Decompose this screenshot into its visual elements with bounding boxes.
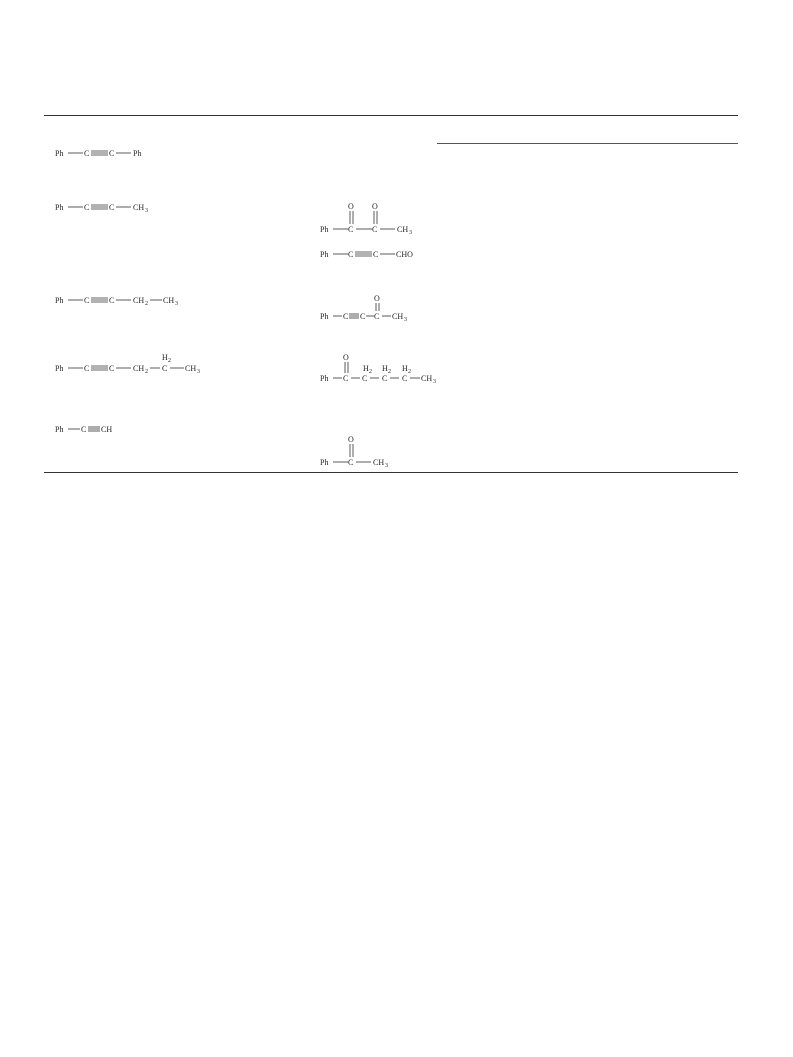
atom-label: CH <box>397 225 409 234</box>
subscript: 3 <box>175 301 178 307</box>
subscript: 2 <box>168 358 171 364</box>
atom-label: C <box>373 250 379 259</box>
atom-label: Ph <box>55 296 64 305</box>
atom-label: O <box>372 202 378 211</box>
reactant-diphenylacetylene <box>50 144 160 162</box>
atom-label: CH <box>392 312 404 321</box>
subscript: 2 <box>369 369 372 375</box>
subscript: 3 <box>145 208 148 214</box>
atom-label: Ph <box>320 225 329 234</box>
atom-label: Ph <box>55 364 64 373</box>
reactant-phenylacetylene <box>50 420 130 438</box>
atom-label: C <box>109 364 115 373</box>
product-phenylbutynone <box>315 292 425 324</box>
atom-label: C <box>402 374 408 383</box>
atom-label: C <box>360 312 366 321</box>
atom-label: CH <box>421 374 433 383</box>
atom-label: H <box>363 364 369 373</box>
atom-label: C <box>162 364 168 373</box>
atom-label: C <box>84 203 90 212</box>
atom-label: Ph <box>320 250 329 259</box>
atom-label: O <box>374 294 380 303</box>
atom-label: Ph <box>320 312 329 321</box>
product-valerophenone <box>315 352 450 386</box>
atom-label: C <box>84 296 90 305</box>
atom-label: C <box>343 374 349 383</box>
product-acetophenone <box>315 433 405 469</box>
atom-label: CHO <box>396 250 413 259</box>
atom-label: C <box>109 296 115 305</box>
atom-label: C <box>374 312 380 321</box>
atom-label: C <box>348 225 354 234</box>
atom-label: H <box>402 364 408 373</box>
atom-label: CH <box>133 296 145 305</box>
atom-label: C <box>81 425 87 434</box>
table-bottom-rule <box>44 472 738 473</box>
atom-label: C <box>348 250 354 259</box>
table-top-rule <box>44 115 738 116</box>
subscript: 2 <box>145 369 148 375</box>
atom-label: C <box>84 149 90 158</box>
atom-label: C <box>372 225 378 234</box>
atom-label: C <box>362 374 368 383</box>
atom-label: C <box>109 203 115 212</box>
subscript: 3 <box>433 379 436 385</box>
atom-label: Ph <box>55 425 64 434</box>
table-column-rule <box>437 143 738 144</box>
atom-label: O <box>348 435 354 444</box>
atom-label: C <box>84 364 90 373</box>
atom-label: Ph <box>320 458 329 467</box>
atom-label: Ph <box>55 149 64 158</box>
product-1-phenylpropane-1-2-dione <box>315 200 425 238</box>
reactant-1-phenylpropyne <box>50 198 160 216</box>
atom-label: C <box>348 458 354 467</box>
atom-label: C <box>109 149 115 158</box>
atom-label: Ph <box>55 203 64 212</box>
reactant-1-phenylbutyne <box>50 291 190 309</box>
atom-label: Ph <box>320 374 329 383</box>
reactant-1-phenylpentyne <box>50 352 220 378</box>
atom-label: CH <box>373 458 385 467</box>
subscript: 3 <box>197 369 200 375</box>
atom-label: H <box>162 353 168 362</box>
product-phenylpropynal <box>315 245 425 263</box>
atom-label: CH <box>101 425 113 434</box>
atom-label: O <box>343 353 349 362</box>
atom-label: CH <box>133 364 145 373</box>
atom-label: C <box>382 374 388 383</box>
atom-label: C <box>343 312 349 321</box>
subscript: 2 <box>408 369 411 375</box>
subscript: 3 <box>409 230 412 236</box>
atom-label: CH <box>185 364 197 373</box>
atom-label: CH <box>163 296 175 305</box>
atom-label: CH <box>133 203 145 212</box>
subscript: 2 <box>145 301 148 307</box>
subscript: 3 <box>385 463 388 469</box>
subscript: 2 <box>388 369 391 375</box>
atom-label: H <box>382 364 388 373</box>
atom-label: Ph <box>133 149 142 158</box>
subscript: 3 <box>404 317 407 323</box>
atom-label: O <box>348 202 354 211</box>
